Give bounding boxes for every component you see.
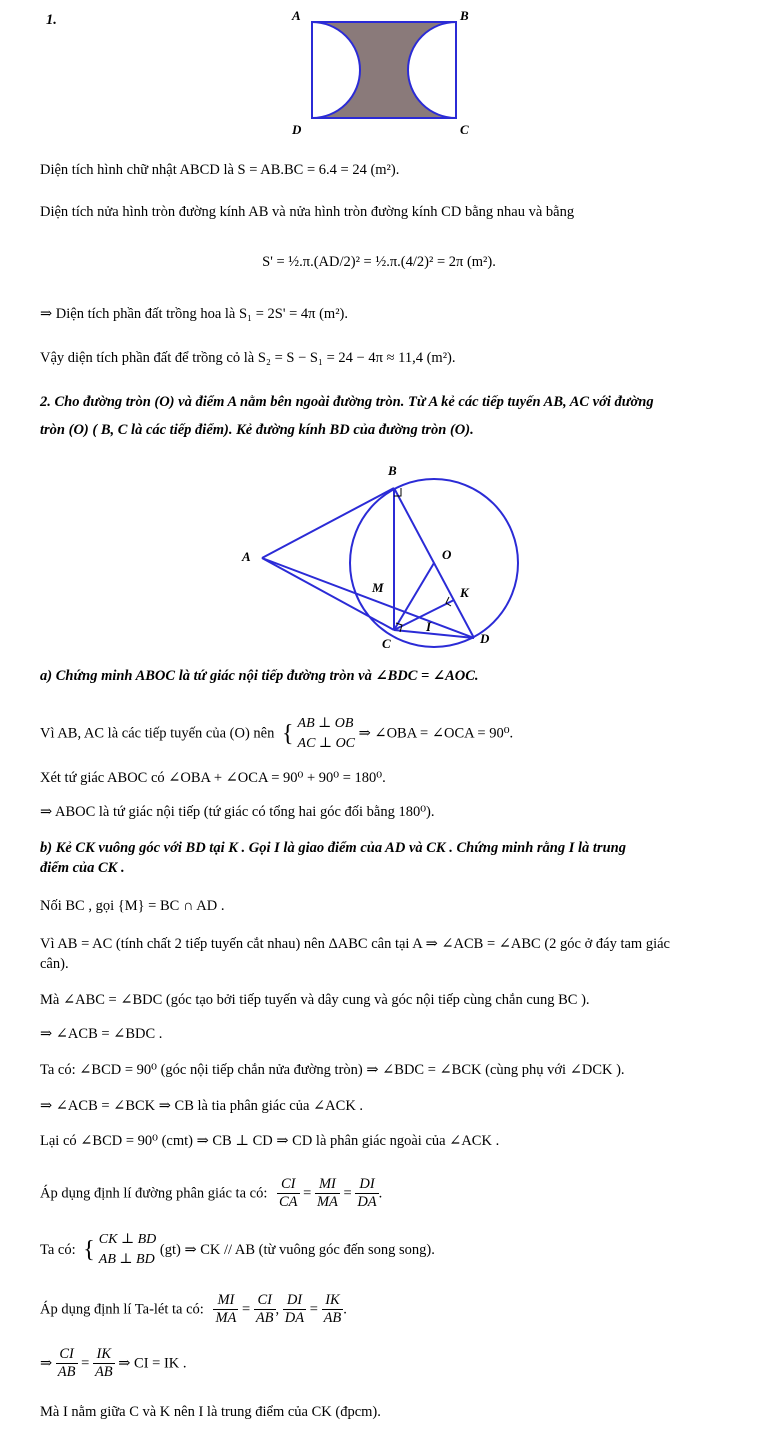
b8-frac3-den: DA <box>357 1194 377 1210</box>
label-B: B <box>388 463 397 478</box>
b8-frac1-den: CA <box>278 1194 298 1210</box>
part-b-title-1: b) Kẻ CK vuông góc với BD tại K . Gọi I là giao điểm của AD và CK . Chứng minh rằng I là trung <box>40 840 626 856</box>
a1-pre: Vì AB, AC là các tiếp tuyến của (O) nên <box>40 725 275 742</box>
rectangle-figure <box>280 0 480 140</box>
b11-frac2-den: AB <box>94 1364 113 1380</box>
b10-frac3-num: DI <box>283 1292 306 1310</box>
b11-post: ⇒ CI = IK . <box>118 1355 187 1372</box>
label-I: I <box>426 619 432 634</box>
b10-frac4-den: AB <box>323 1310 342 1326</box>
b8-line: Áp dụng định lí đường phân giác ta có: $\frac{CI}{CA}$ = $\frac{MI}{MA}$ = $\frac{DI}{DA}$ . <box>40 1176 383 1210</box>
b11-frac1-num: CI <box>56 1346 78 1364</box>
a1-post: ⇒ ∠OBA = ∠OCA = 90⁰. <box>358 725 514 742</box>
a2-line: Xét tứ giác ABOC có ∠OBA + ∠OCA = 90⁰ + 90⁰ = 180⁰. <box>40 770 386 786</box>
b5-line: Ta có: ∠BCD = 90⁰ (góc nội tiếp chắn nửa đường tròn) ⇒ ∠BDC = ∠BCK (cùng phụ với ∠DCK ). <box>40 1062 625 1078</box>
part-b-title-2: điểm của CK . <box>40 860 125 876</box>
b11-frac2-num: IK <box>93 1346 115 1364</box>
b9-post: (gt) ⇒ CK // AB (từ vuông góc đến song song). <box>159 1242 435 1258</box>
label-A: A <box>292 8 301 23</box>
b9-pre: Ta có: <box>40 1242 76 1258</box>
label-M: M <box>372 580 384 595</box>
b10-frac2-num: CI <box>254 1292 276 1310</box>
b2-line-a: Vì AB = AC (tính chất 2 tiếp tuyến cắt nhau) nên ΔABC cân tại A ⇒ ∠ACB = ∠ABC (2 góc ở đáy tam giác <box>40 936 670 952</box>
label-D: D <box>292 122 302 137</box>
b8-frac2-num: MI <box>315 1176 340 1194</box>
a1-line: Vì AB, AC là các tiếp tuyến của (O) nên { AB ⊥ OB AC ⊥ OC ⇒ ∠OBA = ∠OCA = 90⁰. <box>40 714 734 754</box>
b8-frac3-num: DI <box>355 1176 378 1194</box>
label-B: B <box>460 8 469 23</box>
b10-frac1-den: MA <box>215 1310 237 1326</box>
b10-frac2-den: AB <box>255 1310 274 1326</box>
a1-sys2: AC ⊥ OC <box>297 736 356 751</box>
b1-line: Nối BC , gọi {M} = BC ∩ AD . <box>40 898 225 914</box>
s1-line-grass-area: Vậy diện tích phần đất để trồng cỏ là S₂ = S − S₁ = 24 − 4π ≈ 11,4 (m²). <box>40 350 456 366</box>
b10-frac4-num: IK <box>322 1292 344 1310</box>
b10-pre: Áp dụng định lí Ta-lét ta có: <box>40 1301 204 1318</box>
b11-line: ⇒ $\frac{CI}{AB}$ = $\frac{IK}{AB}$ ⇒ CI = IK . <box>40 1346 187 1380</box>
b9-sys2: AB ⊥ BD <box>98 1252 155 1267</box>
label-K: K <box>460 585 469 600</box>
s1-line-area-rect: Diện tích hình chữ nhật ABCD là S = AB.BC = 6.4 = 24 (m²). <box>40 162 400 178</box>
b10-frac1-num: MI <box>213 1292 238 1310</box>
label-A: A <box>242 549 251 564</box>
b8-frac1-num: CI <box>277 1176 300 1194</box>
label-C: C <box>382 636 391 651</box>
label-O: O <box>442 547 452 562</box>
section-number: 1. <box>46 12 57 28</box>
b9-sys1: CK ⊥ BD <box>98 1232 157 1247</box>
circle-tangent-figure <box>230 455 530 655</box>
b12-line: Mà I nằm giữa C và K nên I là trung điểm của CK (đpcm). <box>40 1404 381 1420</box>
part-a-title: a) Chứng minh ABOC là tứ giác nội tiếp đường tròn và ∠BDC = ∠AOC. <box>40 668 479 684</box>
b2-line-b: cân). <box>40 956 69 972</box>
s2-title-line1: 2. Cho đường tròn (O) và điểm A nằm bên ngoài đường tròn. Từ A kẻ các tiếp tuyến AB, AC với đường <box>40 394 654 410</box>
b11-frac1-den: AB <box>57 1364 76 1380</box>
label-D: D <box>480 631 490 646</box>
b4-line: ⇒ ∠ACB = ∠BDC . <box>40 1026 163 1042</box>
b9-line: Ta có: { CK ⊥ BD AB ⊥ BD (gt) ⇒ CK // AB (từ vuông góc đến song song). <box>40 1230 734 1270</box>
s1-line-formula: S' = ½.π.(AD/2)² = ½.π.(4/2)² = 2π (m²). <box>262 254 496 270</box>
label-C: C <box>460 122 469 137</box>
a1-sys1: AB ⊥ OB <box>297 716 354 731</box>
b3-line: Mà ∠ABC = ∠BDC (góc tạo bởi tiếp tuyến và dây cung và góc nội tiếp cùng chắn cung BC ). <box>40 992 590 1008</box>
b6-line: ⇒ ∠ACB = ∠BCK ⇒ CB là tia phân giác của ∠ACK . <box>40 1098 364 1114</box>
b8-pre: Áp dụng định lí đường phân giác ta có: <box>40 1185 268 1202</box>
b10-line: Áp dụng định lí Ta-lét ta có: $\frac{MI}{MA}$ = $\frac{CI}{AB}$ , $\frac{DI}{DA}$ = $\frac{IK}{AB}$ . <box>40 1292 347 1326</box>
b8-frac2-den: MA <box>316 1194 338 1210</box>
s1-line-flower-area: ⇒ Diện tích phần đất trồng hoa là S₁ = 2S' = 4π (m²). <box>40 306 348 322</box>
s2-title-line2: tròn (O) ( B, C là các tiếp điểm). Kẻ đường kính BD của đường tròn (O). <box>40 422 474 438</box>
a3-line: ⇒ ABOC là tứ giác nội tiếp (tứ giác có tổng hai góc đối bằng 180⁰). <box>40 804 435 820</box>
s1-line-semicircle: Diện tích nửa hình tròn đường kính AB và nửa hình tròn đường kính CD bằng nhau và bằng <box>40 204 575 220</box>
b7-line: Lại có ∠BCD = 90⁰ (cmt) ⇒ CB ⊥ CD ⇒ CD là phân giác ngoài của ∠ACK . <box>40 1133 500 1149</box>
b10-frac3-den: DA <box>284 1310 305 1326</box>
